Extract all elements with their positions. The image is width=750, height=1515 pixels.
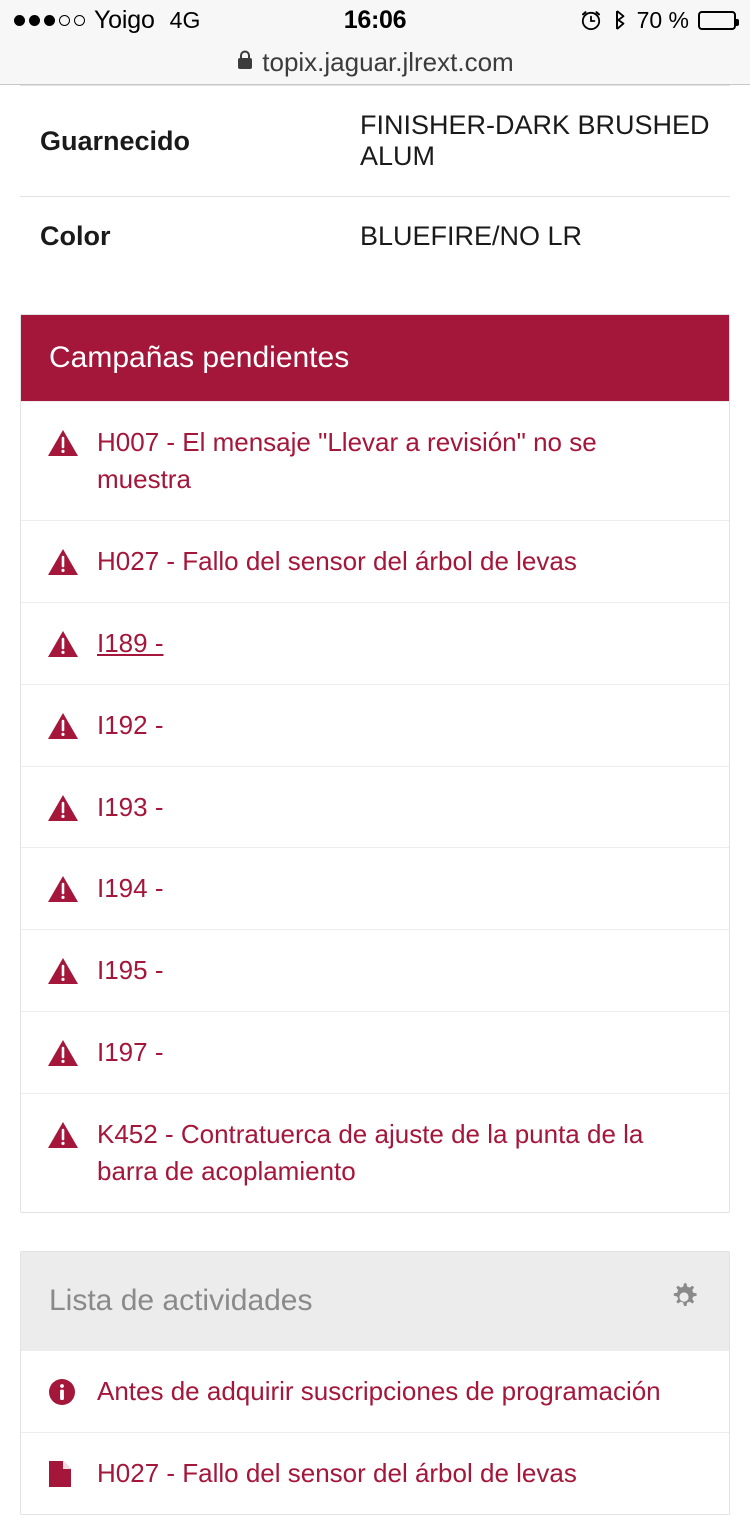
activities-card-header (21, 1252, 729, 1350)
campaign-link[interactable]: I194 - (97, 873, 164, 904)
document-icon (47, 1455, 79, 1489)
warning-triangle-icon (47, 870, 79, 904)
list-item[interactable] (21, 1093, 729, 1212)
campaign-link[interactable]: K452 - Contratuerca de ajuste de la punta de la barra de acoplamiento (97, 1119, 644, 1187)
lock-icon (236, 47, 254, 78)
status-bar-right (579, 7, 736, 34)
warning-triangle-icon (47, 1116, 79, 1150)
page-content (0, 85, 750, 1488)
campaign-link[interactable]: I193 - (97, 791, 164, 822)
campaign-link[interactable]: H027 - Fallo del sensor del árbol de levas (97, 545, 577, 576)
list-item[interactable] (21, 684, 729, 766)
pending-campaigns-card (20, 314, 730, 1213)
list-item[interactable] (21, 847, 729, 929)
table-row (20, 86, 730, 197)
warning-triangle-icon (47, 543, 79, 577)
campaign-link[interactable]: I189 - (97, 627, 164, 658)
spec-value: FINISHER-DARK BRUSHED ALUM (360, 110, 710, 171)
network-type-label: 4G (169, 6, 201, 33)
url-text: topix.jaguar.jlrext.com (262, 46, 514, 77)
bluetooth-icon (612, 8, 628, 32)
campaign-link[interactable]: I197 - (97, 1037, 164, 1068)
list-item[interactable] (21, 602, 729, 684)
spec-value: BLUEFIRE/NO LR (360, 221, 583, 251)
carrier-label: Yoigo (94, 5, 155, 34)
warning-triangle-icon (47, 625, 79, 659)
campaign-link[interactable]: H007 - El mensaje "Llevar a revisión" no se muestra (97, 427, 597, 494)
warning-triangle-icon (47, 952, 79, 986)
list-item[interactable] (21, 520, 729, 602)
ios-status-bar (0, 0, 750, 40)
campaign-link[interactable]: I192 - (97, 709, 164, 740)
warning-triangle-icon (47, 424, 79, 458)
list-item[interactable] (21, 401, 729, 520)
list-item[interactable] (21, 1432, 729, 1514)
clock-label: 16:06 (343, 5, 407, 34)
gear-icon[interactable] (667, 1280, 701, 1322)
browser-address-bar[interactable] (0, 40, 750, 85)
info-circle-icon (47, 1373, 79, 1407)
spec-label: Color (40, 221, 111, 251)
activity-link[interactable]: Antes de adquirir suscripciones de programación (97, 1375, 661, 1406)
list-item[interactable] (21, 929, 729, 1011)
vehicle-specs-table (20, 85, 730, 276)
list-item[interactable] (21, 766, 729, 848)
campaign-link[interactable]: I195 - (97, 955, 164, 986)
activity-link[interactable]: H027 - Fallo del sensor del árbol de levas (97, 1457, 577, 1488)
warning-triangle-icon (47, 707, 79, 741)
warning-triangle-icon (47, 789, 79, 823)
table-row (20, 197, 730, 277)
list-item[interactable] (21, 1011, 729, 1093)
list-item[interactable] (21, 1350, 729, 1432)
activities-title: Lista de actividades (49, 1283, 313, 1317)
battery-icon (698, 11, 736, 30)
warning-triangle-icon (47, 1034, 79, 1068)
spec-label: Guarnecido (40, 125, 191, 156)
alarm-clock-icon (579, 8, 603, 32)
pending-campaigns-title: Campañas pendientes (21, 315, 729, 401)
activities-card (20, 1251, 730, 1515)
battery-percent-label: 70 % (636, 6, 689, 33)
